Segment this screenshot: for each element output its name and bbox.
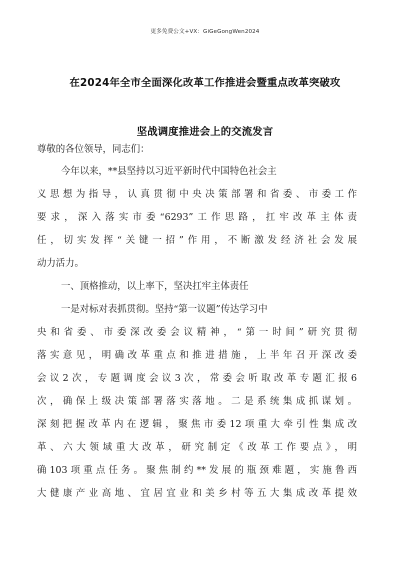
paragraph-line: 大健康产业高地、宜居宜业和美乡村等五大集成改革提效 bbox=[37, 488, 357, 499]
section-heading: 一、顶格推动，以上率下，坚决扛牢主体责任 bbox=[61, 281, 249, 292]
paragraph-line: 会议2次，专题调度会议3次，常委会听取改革专题汇报6 bbox=[37, 373, 357, 384]
document-title-line-2: 坚战调度推进会上的交流发言 bbox=[136, 126, 274, 138]
paragraph-line: 今年以来，**县坚持以习近平新时代中国特色社会主 bbox=[61, 166, 277, 177]
paragraph-line: 深刻把握改革内在逻辑，聚焦市委12项重大牵引性集成改 bbox=[37, 419, 357, 430]
paragraph-line: 要求，深入落实市委“6293”工作思路，扛牢改革主体责 bbox=[37, 212, 357, 223]
paragraph-line: 一是对标对表抓贯彻。坚持“第一议题”传达学习中 bbox=[61, 304, 268, 315]
paragraph-line: 动力活力。 bbox=[37, 258, 84, 269]
header-note: 更多免费公文+VX：GiGeGongWen2024 bbox=[150, 29, 260, 35]
document-title-line-1: 在2024年全市全面深化改革工作推进会暨重点改革突破攻 bbox=[69, 77, 341, 89]
paragraph-line: 央和省委、市委深改委会议精神，“第一时间”研究贯彻 bbox=[37, 327, 357, 338]
paragraph-line: 革、六大领域重大改革，研究制定《改革工作要点》，明 bbox=[37, 442, 357, 453]
paragraph-line: 任，切实发挥“关键一招”作用，不断激发经济社会发展 bbox=[37, 235, 357, 246]
salutation: 尊敬的各位领导，同志们： bbox=[37, 144, 150, 155]
paragraph-line: 落实意见，明确改革重点和推进措施，上半年召开深改委 bbox=[37, 350, 357, 361]
paragraph-line: 义思想为指导，认真贯彻中央决策部署和省委、市委工作 bbox=[37, 189, 357, 200]
paragraph-line: 确103项重点任务。聚焦制约**发展的瓶颈难题，实施鲁西 bbox=[37, 465, 357, 476]
paragraph-line: 次，确保上级决策部署落实落地。二是系统集成抓谋划。 bbox=[37, 396, 357, 407]
